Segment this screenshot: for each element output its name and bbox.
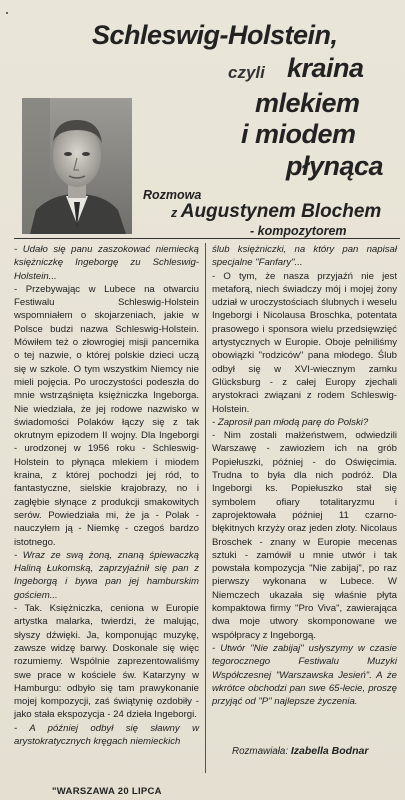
paragraph: - Utwór "Nie zabijaj" usłyszymy w czasie tegorocznego Festiwalu Muzyki Współczesnej "Warszawska Jesień". A że wkrótce obchodzi pan swe 65-lecie, proszę przyjąć od "P" najlepsze życzenia. (212, 642, 397, 708)
byline (232, 745, 368, 757)
interviewee-role: - kompozytorem (250, 224, 347, 238)
headline-line-1: Schleswig-Holstein, (92, 20, 338, 50)
paragraph: - A później odbył się sławny w arystokratycznych kręgach niemieckich (14, 722, 199, 747)
corner-mark (6, 12, 8, 14)
paragraph: - Udało się panu zaszokować niemiecką księżniczkę Ingeborgę zu Schleswig-Holstein... (14, 244, 199, 282)
paragraph: - Nim zostali małżeństwem, odwiedzili Warszawę - zawiozłem ich na grób Popiełuszki, później - do Oświęcimia. Trudna to była dla nich podróż. Dla Ingeborgi ks. Popiełuszko stał się symbolem ofiary totalitaryzmu i zaprojektowała później 11 czarno-błękitnych krzyży oraz jeden złoty. Nicolaus Broschek - znany w Europie mecenas sztuki - zamówił u mnie utwór i tak powstała kompozycja "Nie zabijaj", po raz pierwszy wykonana w Lubece. W Niemczech ukazała się właśnie płyta kompaktowa firmy "Pro Viva", zawierająca dwa moje utwory skomponowane we współpracy z Ingeborgą. (212, 430, 397, 641)
column-divider (205, 243, 206, 773)
left-column (14, 243, 199, 748)
paragraph: - Przebywając w Lubece na otwarciu Festiwalu Schleswig-Holstein wspomniałem o skojarzeniach, jakie w Polsce budzi nazwa Schleswig-Holstein. Mówiłem też o złowrogiej misji pancernika o tej nazwie, o której polskie dzieci uczą się w szkole. O tym wszystkim Niemcy nie mieli pojęcia. Po uroczystości podeszła do mnie wstrząśnięta księżniczka Ingeborga. Nie wiedziała, że jej rodowe nazwisko w świadomości Polaków łączy się z tak okrutnym epizodem II wojny. Dla Ingeborgi - urodzonej w 1956 roku - Schleswig-Holstein to płynąca mlekiem i miodem kraina, z której pochodzi jej ród, to fantastyczne, sielskie krajobrazy, no i zagłębie słynące z produkcji smakowitych serów. Powiedziała mi, że ja - Polak - nauczyłem ją - Niemkę - czegoś bardzo istotnego. (14, 283, 199, 548)
interviewee-line (171, 201, 381, 223)
portrait-photo-icon (22, 98, 132, 234)
source-footer: "WARSZAWA 20 LIPCA (52, 786, 162, 797)
interviewee-prefix: z (171, 206, 181, 220)
byline-author: Izabella Bodnar (290, 745, 369, 757)
headline-line-3: mlekiem (255, 88, 360, 118)
interviewee-name: Augustynem Blochem (180, 201, 382, 222)
headline-czyli: czyli (228, 63, 265, 82)
interview-label: Rozmowa (143, 188, 202, 202)
right-column (212, 243, 397, 708)
headline-line-4: i miodem (241, 119, 356, 149)
portrait-photo (22, 98, 132, 234)
paragraph: - Zaprosił pan młodą parę do Polski? (212, 416, 369, 428)
paragraph: ślub księżniczki, na który pan napisał specjalne "Fanfary"... (212, 244, 397, 269)
paragraph: - O tym, że nasza przyjaźń nie jest metaforą, niech świadczy mój i mojej żony udział w uroczystościach ślubnych i weselu Ingeborgi i Nicolausa Broschka, potentata prasowego i sponsora wielu przedsięwzięć artystycznych w Europie. Oboje pełniliśmy obowiązki "rodziców" pana młodego. Ślub odbył się w XVI-wiecznym zamku Glücksburg - z całej Europy zjechali arystokraci związani z rodem Schleswig-Holstein. (212, 270, 397, 415)
byline-prefix: Rozmawiała: (232, 746, 291, 757)
header-divider (14, 238, 400, 239)
paragraph: - Tak. Księżniczka, ceniona w Europie artystka malarka, twierdzi, że malując, słyszy dźwięki. Ja, komponując muzykę, zawsze widzę barwy. Doskonale się więc rozumiemy. Wspólnie zaprezentowaliśmy swe prace w kościele św. Katarzyny w Hamburgu: odbyło się tam prawykonanie mojej kompozycji, zaś świątynię ozdobiły - jako stała ekspozycja - 24 dzieła Ingeborgi. (14, 603, 199, 721)
headline-line-2: kraina (287, 53, 364, 83)
paragraph: - Wraz ze swą żoną, znaną śpiewaczką Haliną Łukomską, zaprzyjaźnił się pan z Ingeborgą i bywa pan jej hamburskim gościem... (14, 549, 199, 601)
headline-line-5: płynąca (286, 151, 384, 181)
